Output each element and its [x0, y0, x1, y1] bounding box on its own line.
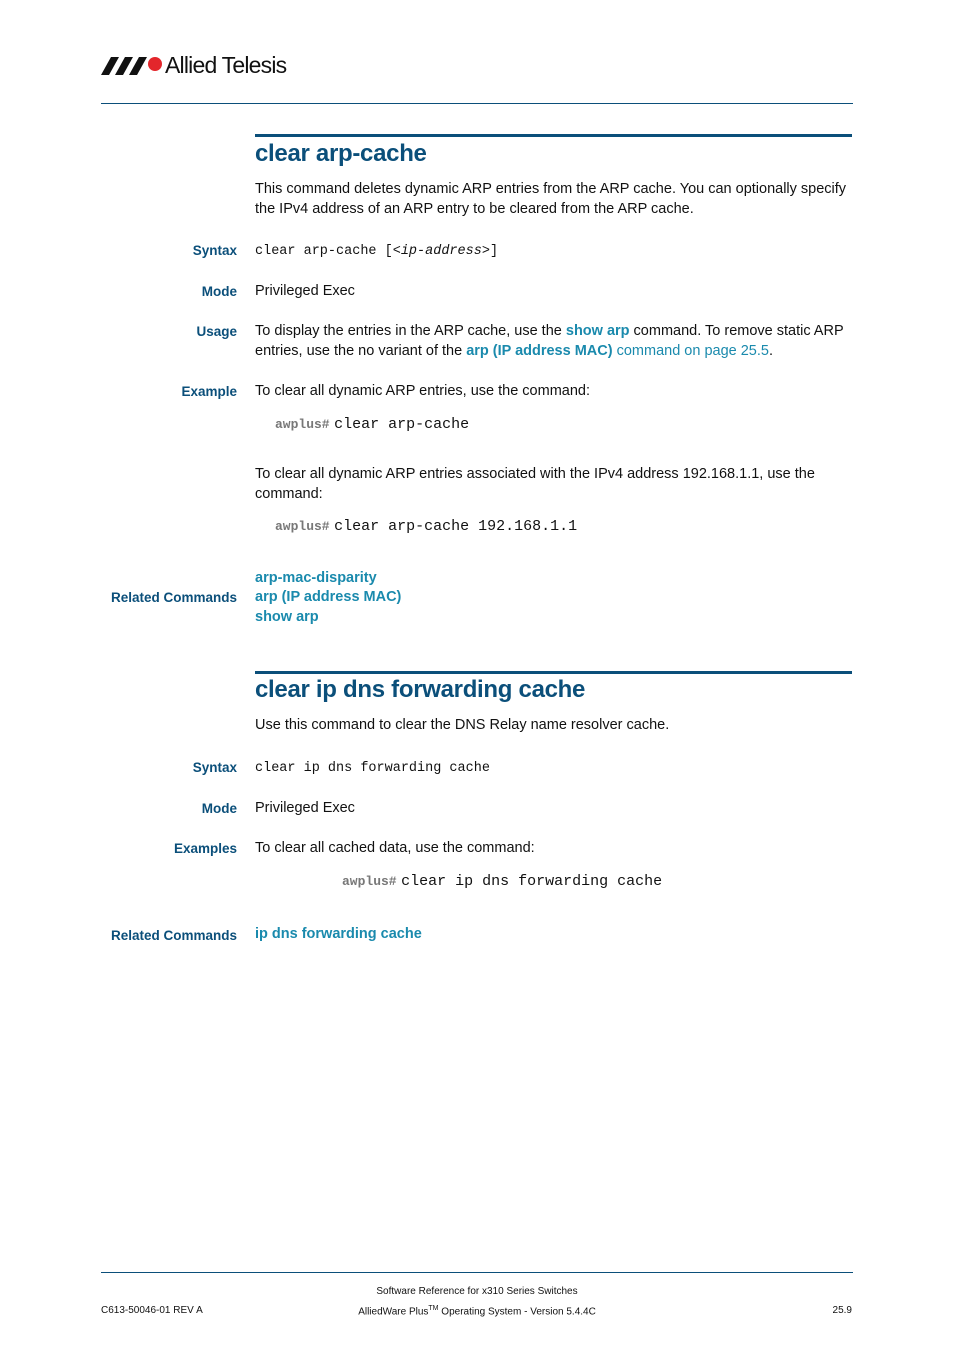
command-description: This command deletes dynamic ARP entries from the ARP cache. You can optionally specify the IPv4 address of an ARP entry to be cleared from the ARP cache. — [255, 181, 847, 217]
section-rule — [255, 671, 852, 674]
example-label: Example — [181, 384, 237, 399]
related-link-arp-mac-disparity[interactable]: arp-mac-disparity — [255, 570, 377, 586]
mode-value: Privileged Exec — [255, 283, 355, 299]
syntax-text: clear ip dns forwarding cache — [255, 761, 490, 776]
example-code: awplus# clear ip dns forwarding cache — [342, 873, 663, 890]
mode-value: Privileged Exec — [255, 800, 355, 816]
command-title: clear ip dns forwarding cache — [255, 676, 586, 703]
mode-label: Mode — [201, 284, 237, 299]
usage-label: Usage — [196, 324, 237, 339]
footer-os-version: AlliedWare Plus™ Operating System - Version 5.4.4C — [358, 1305, 596, 1318]
example-text: To clear all cached data, use the command: — [255, 840, 535, 856]
footer-doc-id: C613-50046-01 REV A — [101, 1305, 203, 1316]
footer-title: Software Reference for x310 Series Switches — [376, 1286, 578, 1297]
logo-mark-icon — [101, 56, 165, 76]
section-rule — [255, 134, 852, 137]
mode-label: Mode — [201, 801, 237, 816]
footer-rule — [101, 1272, 853, 1273]
command-title: clear arp-cache — [255, 140, 427, 167]
examples-label: Examples — [173, 841, 237, 856]
example2-code: awplus# clear arp-cache 192.168.1.1 — [275, 518, 578, 535]
footer-page-number: 25.9 — [832, 1305, 852, 1316]
related-commands-label: Related Commands — [110, 928, 237, 943]
syntax-label: Syntax — [192, 760, 237, 775]
syntax-text: clear arp-cache [<ip-address>] — [255, 244, 499, 259]
example1-code: awplus# clear arp-cache — [275, 416, 470, 433]
usage-text: To display the entries in the ARP cache, use the show arp command. To remove static ARP entries, use the no variant of the arp (IP address MAC) command on page 25.5. — [255, 323, 844, 359]
logo-text: Allied Telesis — [165, 52, 287, 78]
example2-text: To clear all dynamic ARP entries associated with the IPv4 address 192.168.1.1, use the command: — [255, 466, 815, 502]
related-link-ip-dns-forwarding-cache[interactable]: ip dns forwarding cache — [255, 926, 422, 942]
related-link-show-arp[interactable]: show arp — [255, 609, 319, 625]
related-commands-label: Related Commands — [110, 590, 237, 605]
related-link-arp-ip-address-mac[interactable]: arp (IP address MAC) — [255, 589, 402, 605]
show-arp-link[interactable]: show arp — [565, 323, 630, 339]
arp-ip-address-mac-link[interactable]: arp (IP address MAC) command on page 25.5 — [466, 342, 769, 359]
syntax-label: Syntax — [192, 243, 237, 258]
example1-text: To clear all dynamic ARP entries, use the command: — [255, 383, 591, 399]
allied-telesis-logo — [101, 52, 301, 80]
header-rule — [101, 103, 853, 104]
command-description: Use this command to clear the DNS Relay name resolver cache. — [255, 717, 670, 733]
